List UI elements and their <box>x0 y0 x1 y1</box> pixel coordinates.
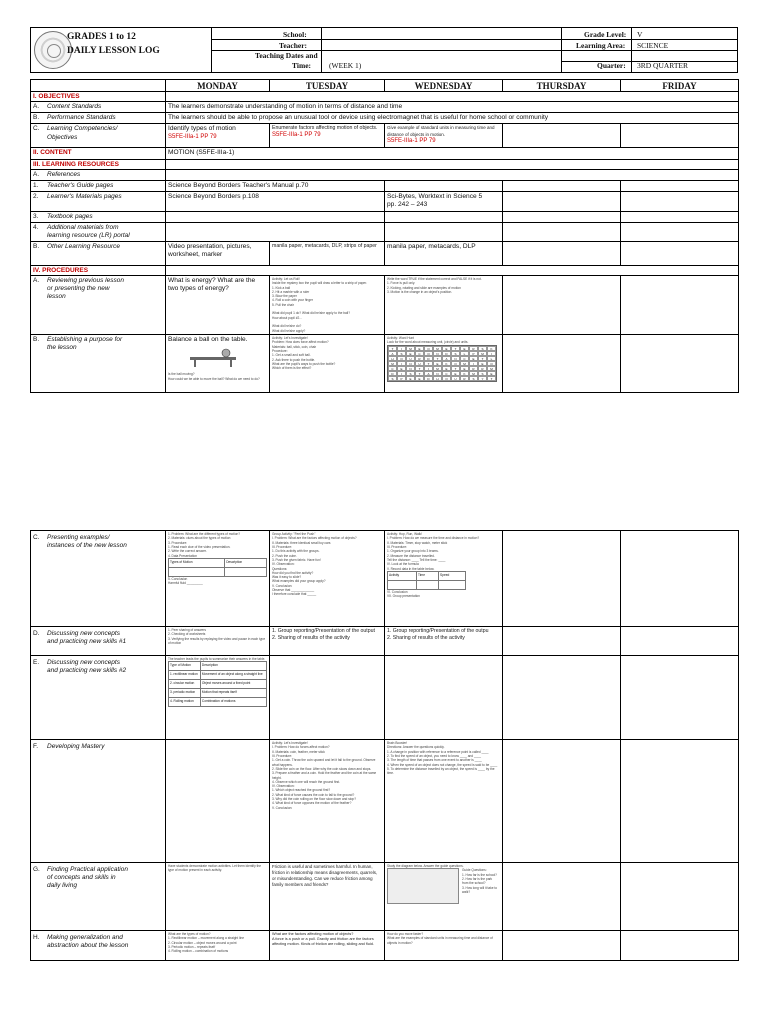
day-friday: FRIDAY <box>621 80 739 92</box>
generalization-tuesday: What are the factors affecting motion of objects? A force is a push or a pull. Gravity and friction are the factors affecting motion. Kinds of friction are rolling, sliding and fluid. <box>270 931 385 961</box>
row-label-purpose: B. Establishing a purpose for the lesson <box>31 334 166 392</box>
purpose-tuesday-worksheet: Activity: Let's Investigate! Problem: How does force affect motion? Materials: ball, stick, coin, chair Procedure: 1. Get a small and soft ball. 2. Ask three to push the bottle. What are the pupil's ways to push the bottle? Which of them is the effect? <box>270 334 385 392</box>
day-tuesday: TUESDAY <box>270 80 385 92</box>
row-label-application: G. Finding Practical application of concepts and skills in daily living <box>31 863 166 931</box>
word-search-grid: T I M E O M E T E R S K A S E C O N D S L P M I H O U R D T A N C E T L M I N U T E K O M I E O C E N T I M E T E R R M D I S T A N C E K M S E S P E E D H O U R S Y T <box>387 345 497 382</box>
discussing1-tuesday: 1. Group reporting/Presentation of the output 2. Sharing of results of the activity <box>270 627 385 656</box>
header <box>30 27 738 73</box>
row-label-content-standards: A. Content Standards <box>31 102 166 113</box>
area-value: SCIENCE <box>637 41 669 50</box>
row-label-teachers-guide: 1. Teacher's Guide pages <box>31 180 166 191</box>
competency-monday: Identify types of motion S5FE-IIIa-1 PP 79 <box>166 124 270 148</box>
discussing1-wednesday: 1. Group reporting/Presentation of the outpu 2. Sharing of results of the activity <box>385 627 503 656</box>
generalization-monday: What are the types of motion? 1. Rectilinear motion – movement along a straight line 2. Circular motion – object moves around a point 3. Periodic motion – repeats itself 4. Rolling motion – combination of motions <box>166 931 270 961</box>
competency-wednesday: Give example of standard units in measuring time and distance of objects in motion. S5FE-IIIa-1 PP 79 <box>385 124 503 148</box>
generalization-wednesday: How do you move faster? What are the examples of standard units in measuring time and distance of objects in motion? <box>385 931 503 961</box>
purpose-monday: Balance a ball on the table. Is the ball moving? How could we be able to move the ball? What do we need to do? <box>166 334 270 392</box>
learners-materials-wednesday: Sci-Bytes, Worktext in Science 5 pp. 242 – 243 <box>385 192 503 211</box>
discussing2-monday-table: The teacher leads the pupils to summarize their answers in the table. Type of Motion Description 1. rectilinear motion Movement of an object along a straight line 2. circular motion Object moves around a fixed point 3. periodic motion Motion that repeats itself 4. Rolling motion Combination of motions <box>166 656 270 740</box>
presenting-wednesday-worksheet: Activity: Hop, Run, Walk! I. Problem: How do we measure the time and distance in motion? II. Materials: Timer, stop watch, meter stick III. Procedure: 1. Organize your group into 3 teams. 2. Measure the distance travelled. Tell the distance: ____ Tell the time: ____ IV. Look at the formula V. Record data in the table below. Activity Time Speed VI. Conclusion VII. Group presentation <box>385 531 503 627</box>
section-objectives: I. OBJECTIVES <box>31 92 166 102</box>
section-procedures: IV. PROCEDURES <box>31 265 166 275</box>
grade-label: Grade Level: <box>584 30 627 39</box>
row-label-textbook: 3. Textbook pages <box>31 211 166 222</box>
application-monday: Have students demonstrate motion activities. Let them identify the type of motion present in each activity. <box>166 863 270 931</box>
area-label: Learning Area: <box>576 41 626 50</box>
row-label-additional: 4. Additional materials from learning resource (LR) portal <box>31 222 166 241</box>
row-label-references: A. References <box>31 169 166 180</box>
other-resources-monday: Video presentation, pictures, worksheet, marker <box>166 241 270 265</box>
teacher-label: Teacher: <box>279 41 308 50</box>
other-resources-wednesday: manila paper, metacards, DLP <box>385 241 503 265</box>
day-wednesday: WEDNESDAY <box>385 80 503 92</box>
discussing1-monday: 1. Peer sharing of answers 2. Checking of worksheets 3. Verifying the results by replaying the video and pause in each type of motion <box>166 627 270 656</box>
presenting-tuesday-worksheet: Group Activity: "Feel the Push" I. Problem: What are the factors affecting motion of objects? II. Materials: three identical small toy cars III. Procedure: 1. Do this activity with the groups. 2. Push the cube. 3. Push the given fabric. Have fun! IV. Observation: Questions: How did you find the activity? Was it easy to slide? What examples did your group apply? V. Conclusion: Observe that _____________ I therefore conclude that _____ <box>270 531 385 627</box>
reviewing-wednesday-worksheet: Write the word TRUE if the statement correct and FALSE if it is not. 1. Force is pull only. 2. Kicking, rotating and slide are examples of motion 3. Motion is the change in an object's position. <box>385 275 503 334</box>
title-line2: DAILY LESSON LOG <box>67 46 160 56</box>
content-standards-value: The learners demonstrate understanding of motion in terms of distance and time <box>166 102 739 113</box>
application-tuesday: Friction is useful and sometimes harmful. In human, friction in relationship means disagreements, quarrels, or misunderstanding. Can we reduce friction among family members and friends? <box>270 863 385 931</box>
distance-diagram-image <box>387 868 459 904</box>
mastery-tuesday-worksheet: Activity: Let's Investigate! I. Problem: How do forces affect motion? II. Materials: coin, feather, meter stick III. Procedure: 1. Get a coin. Throw the coin upward and let it fall to the ground. Observe what happens. 2. Slide the coin on the floor. After why the coin slows down and stops. 3. Prepare a feather and a coin. Hold the feather and the coin at the same height. 4. Observe which one will reach the ground first. IV. Observation: 1. Which object reached the ground first? 2. What kind of force causes the coin to fall to the ground? 3. Why did the coin rolling on the floor slow down and stop? 4. What kind of force opposes the motion of the feather? V. Conclusion: <box>270 740 385 863</box>
mastery-wednesday-worksheet: Brain Booster! Directions: Answer the questions quickly. 1. A change in position with reference to a reference point is called ____ 2. To find the speed of an object, you need to know ____ and ____ 3. The length of time that passes from one event to another is ____ 4. When the speed of an object does not change, the speed is said to be ____ 5. To determine the distance travelled by an object, the speed is ____ by the time. <box>385 740 503 863</box>
quarter-value: 3RD QUARTER <box>637 61 689 70</box>
presenting-monday-worksheet: 1. Problem: What are the different types of motion? 2. Materials: clues about the types of motion 3. Procedure: 1. Read each clue of the video presentation. 2. Write the correct answer. 4. Data Presentation Types of Motion Description 5. Conclusion Harmful fluid _________ <box>166 531 270 627</box>
day-monday: MONDAY <box>166 80 270 92</box>
purpose-wednesday-puzzle: Activity: Word Hunt Look for the word about measuring unit, (circle) and units. T I M E O M E T E R S K A S E C O N D S L P M I H O U R D T A N C E T L M I N U T E K O M I E O C E N T I M E T E R R M D I S T A N C E K M S E S P E E D H O U R S Y T <box>385 334 503 392</box>
row-label-discussing1: D. Discussing new concepts and practicing new skills #1 <box>31 627 166 656</box>
row-label-learners-materials: 2. Learner's Materials pages <box>31 192 166 211</box>
school-label: School: <box>283 30 307 39</box>
reviewing-tuesday-worksheet: Activity: Let us Roll! Inside the mystery box the pupil will draw a letter to a strip of paper. 1. Kick a ball 2. Hit a marble with a ruler 3. Blow the paper 4. Roll a coin with your finger 5. Pull the chair What did pupil 1 do? What did he/she apply to the ball? How about pupil #2… What did he/she do? What did he/she apply? <box>270 275 385 334</box>
performance-standards-value: The learners should be able to propose an unusual tool or device using electromagnet that is useful for home school or community <box>166 113 739 124</box>
title-line1: GRADES 1 to 12 <box>67 32 136 42</box>
other-resources-tuesday: manila paper, metacards, DLP, strips of paper <box>270 241 385 265</box>
row-label-mastery: F. Developing Mastery <box>31 740 166 863</box>
day-thursday: THURSDAY <box>503 80 621 92</box>
teachers-guide-value: Science Beyond Borders Teacher's Manual p.70 <box>166 180 385 191</box>
row-label-generalization: H. Making generalization and abstraction about the lesson <box>31 931 166 961</box>
week-value: (WEEK 1) <box>329 61 362 70</box>
row-label-performance-standards: B. Performance Standards <box>31 113 166 124</box>
content-value: MOTION (S5FE-IIIa-1) <box>166 148 739 159</box>
row-label-discussing2: E. Discussing new concepts and practicing new skills #2 <box>31 656 166 740</box>
row-label-presenting: C. Presenting examples/ instances of the new lesson <box>31 531 166 627</box>
dates-label-1: Teaching Dates and <box>255 51 318 60</box>
section-resources: III. LEARNING RESOURCES <box>31 159 166 169</box>
ball-on-table-icon <box>186 347 246 367</box>
row-label-competencies: C. Learning Competencies/ Objectives <box>31 124 166 148</box>
application-wednesday: Study the diagram below. Answer the guide questions. Guide Questions: 1. How far is the school? 2. How far is the park from the school? 3. How long will it take to walk? <box>385 863 503 931</box>
lesson-table-page1 <box>30 79 739 393</box>
quarter-label: Quarter: <box>597 61 626 70</box>
row-label-other-resources: B. Other Learning Resource <box>31 241 166 265</box>
row-label-reviewing: A. Reviewing previous lesson or presenting the new lesson <box>31 275 166 334</box>
reviewing-monday: What is energy? What are the two types of energy? <box>166 275 270 334</box>
competency-tuesday: Enumerate factors affecting motion of objects. S5FE-IIIa-1 PP 79 <box>270 124 385 148</box>
lesson-table-page2 <box>30 530 739 961</box>
dates-label-2: Time: <box>292 61 312 70</box>
learners-materials-value: Science Beyond Borders p.108 <box>166 192 385 211</box>
grade-value: V <box>637 30 643 39</box>
section-content: II. CONTENT <box>31 148 166 159</box>
